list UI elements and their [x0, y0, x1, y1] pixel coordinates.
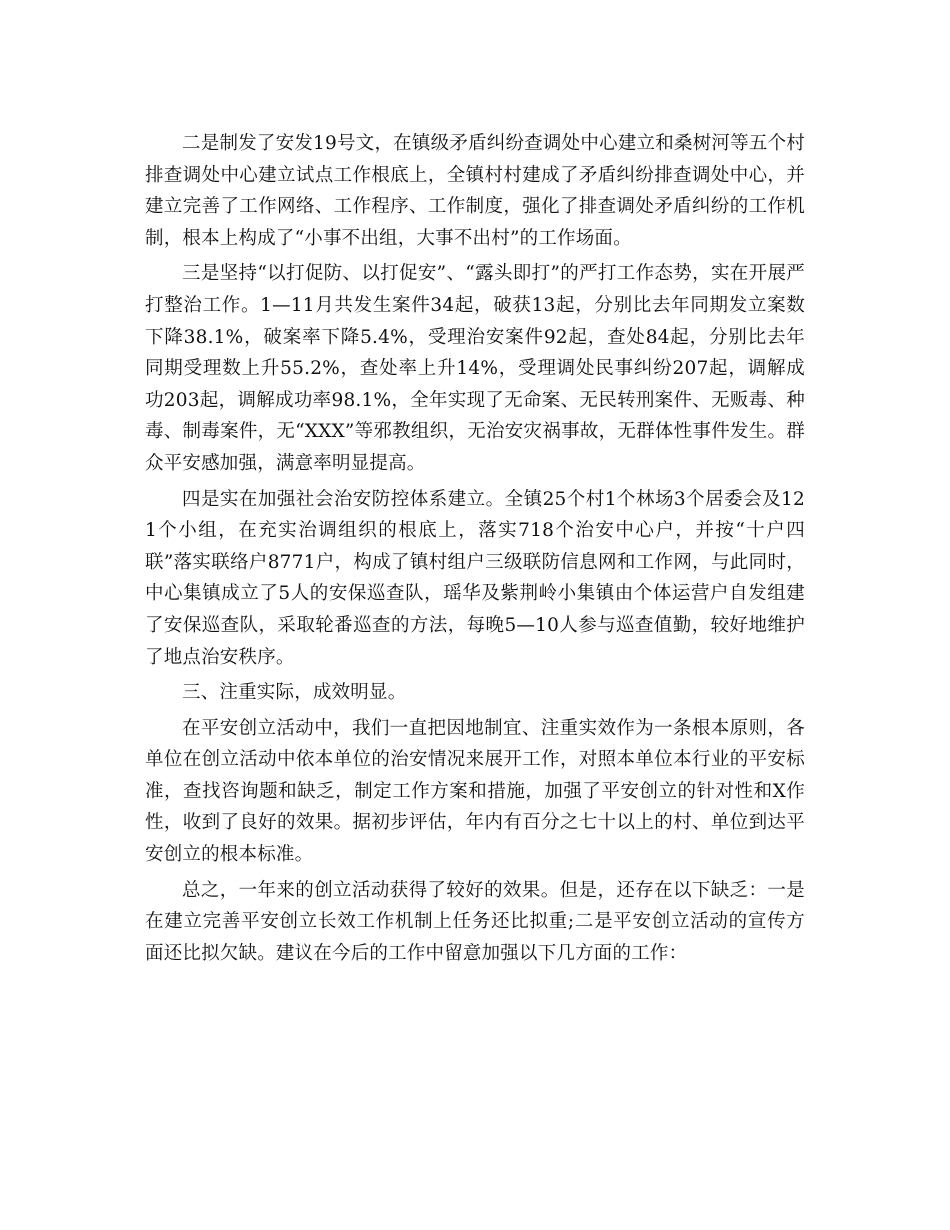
- paragraph-crackdown-statistics: 三是坚持“以打促防、以打促安”、“露头即打”的严打工作态势，实在开展严打整治工作。1—11月共发生案件34起，破获13起，分别比去年同期发立案数下降38.1%，破案率下降5.4%，受理治安案件92起，查处84起，分别比去年同期受理数上升55.2%，查处率上升14%，受理调处民事纠纷207起，调解成功203起，调解成功率98.1%，全年实现了无命案、无民转刑案件、无贩毒、种毒、制毒案件，无“XXX”等邪教组织，无治安灾祸事故，无群体性事件发生。群众平安感加强，满意率明显提高。: [145, 263, 805, 474]
- paragraph-practical-approach: 在平安创立活动中，我们一直把因地制宜、注重实效作为一条根本原则，各单位在创立活动中依本单位的治安情况来展开工作，对照本单位本行业的平安标准，查找咨询题和缺乏，制定工作方案和措施，加强了平安创立的针对性和X作性，收到了良好的效果。据初步评估，年内有百分之七十以上的村、单位到达平安创立的根本标准。: [145, 717, 805, 866]
- document-body: [145, 128, 805, 973]
- section-heading-practical-results: 三、注重实际，成效明显。: [182, 682, 407, 704]
- paragraph-mediation-centers: 二是制发了安发19号文，在镇级矛盾纠纷查调处中心建立和桑树河等五个村排查调处中心建立试点工作根底上，全镇村村建成了矛盾纠纷排查调处中心，并建立完善了工作网络、工作程序、工作制度，强化了排查调处矛盾纠纷的工作机制，根本上构成了“小事不出组，大事不出村”的工作场面。: [145, 133, 805, 249]
- paragraph-summary-shortcomings: 总之，一年来的创立活动获得了较好的效果。但是，还存在以下缺乏：一是在建立完善平安创立长效工作机制上任务还比拟重;二是平安创立活动的宣传方面还比拟欠缺。建议在今后的工作中留意加强以下几方面的工作：: [145, 879, 805, 964]
- paragraph-security-network: 四是实在加强社会治安防控体系建立。全镇25个村1个林场3个居委会及121个小组，在充实治调组织的根底上，落实718个治安中心户，并按“十户四联”落实联络户8771户，构成了镇村组户三级联防信息网和工作网，与此同时，中心集镇成立了5人的安保巡查队，瑶华及紫荆岭小集镇由个体运营户自发组建了安保巡查队，采取轮番巡查的方法，每晚5—10人参与巡查值勤，较好地维护了地点治安秩序。: [145, 488, 805, 668]
